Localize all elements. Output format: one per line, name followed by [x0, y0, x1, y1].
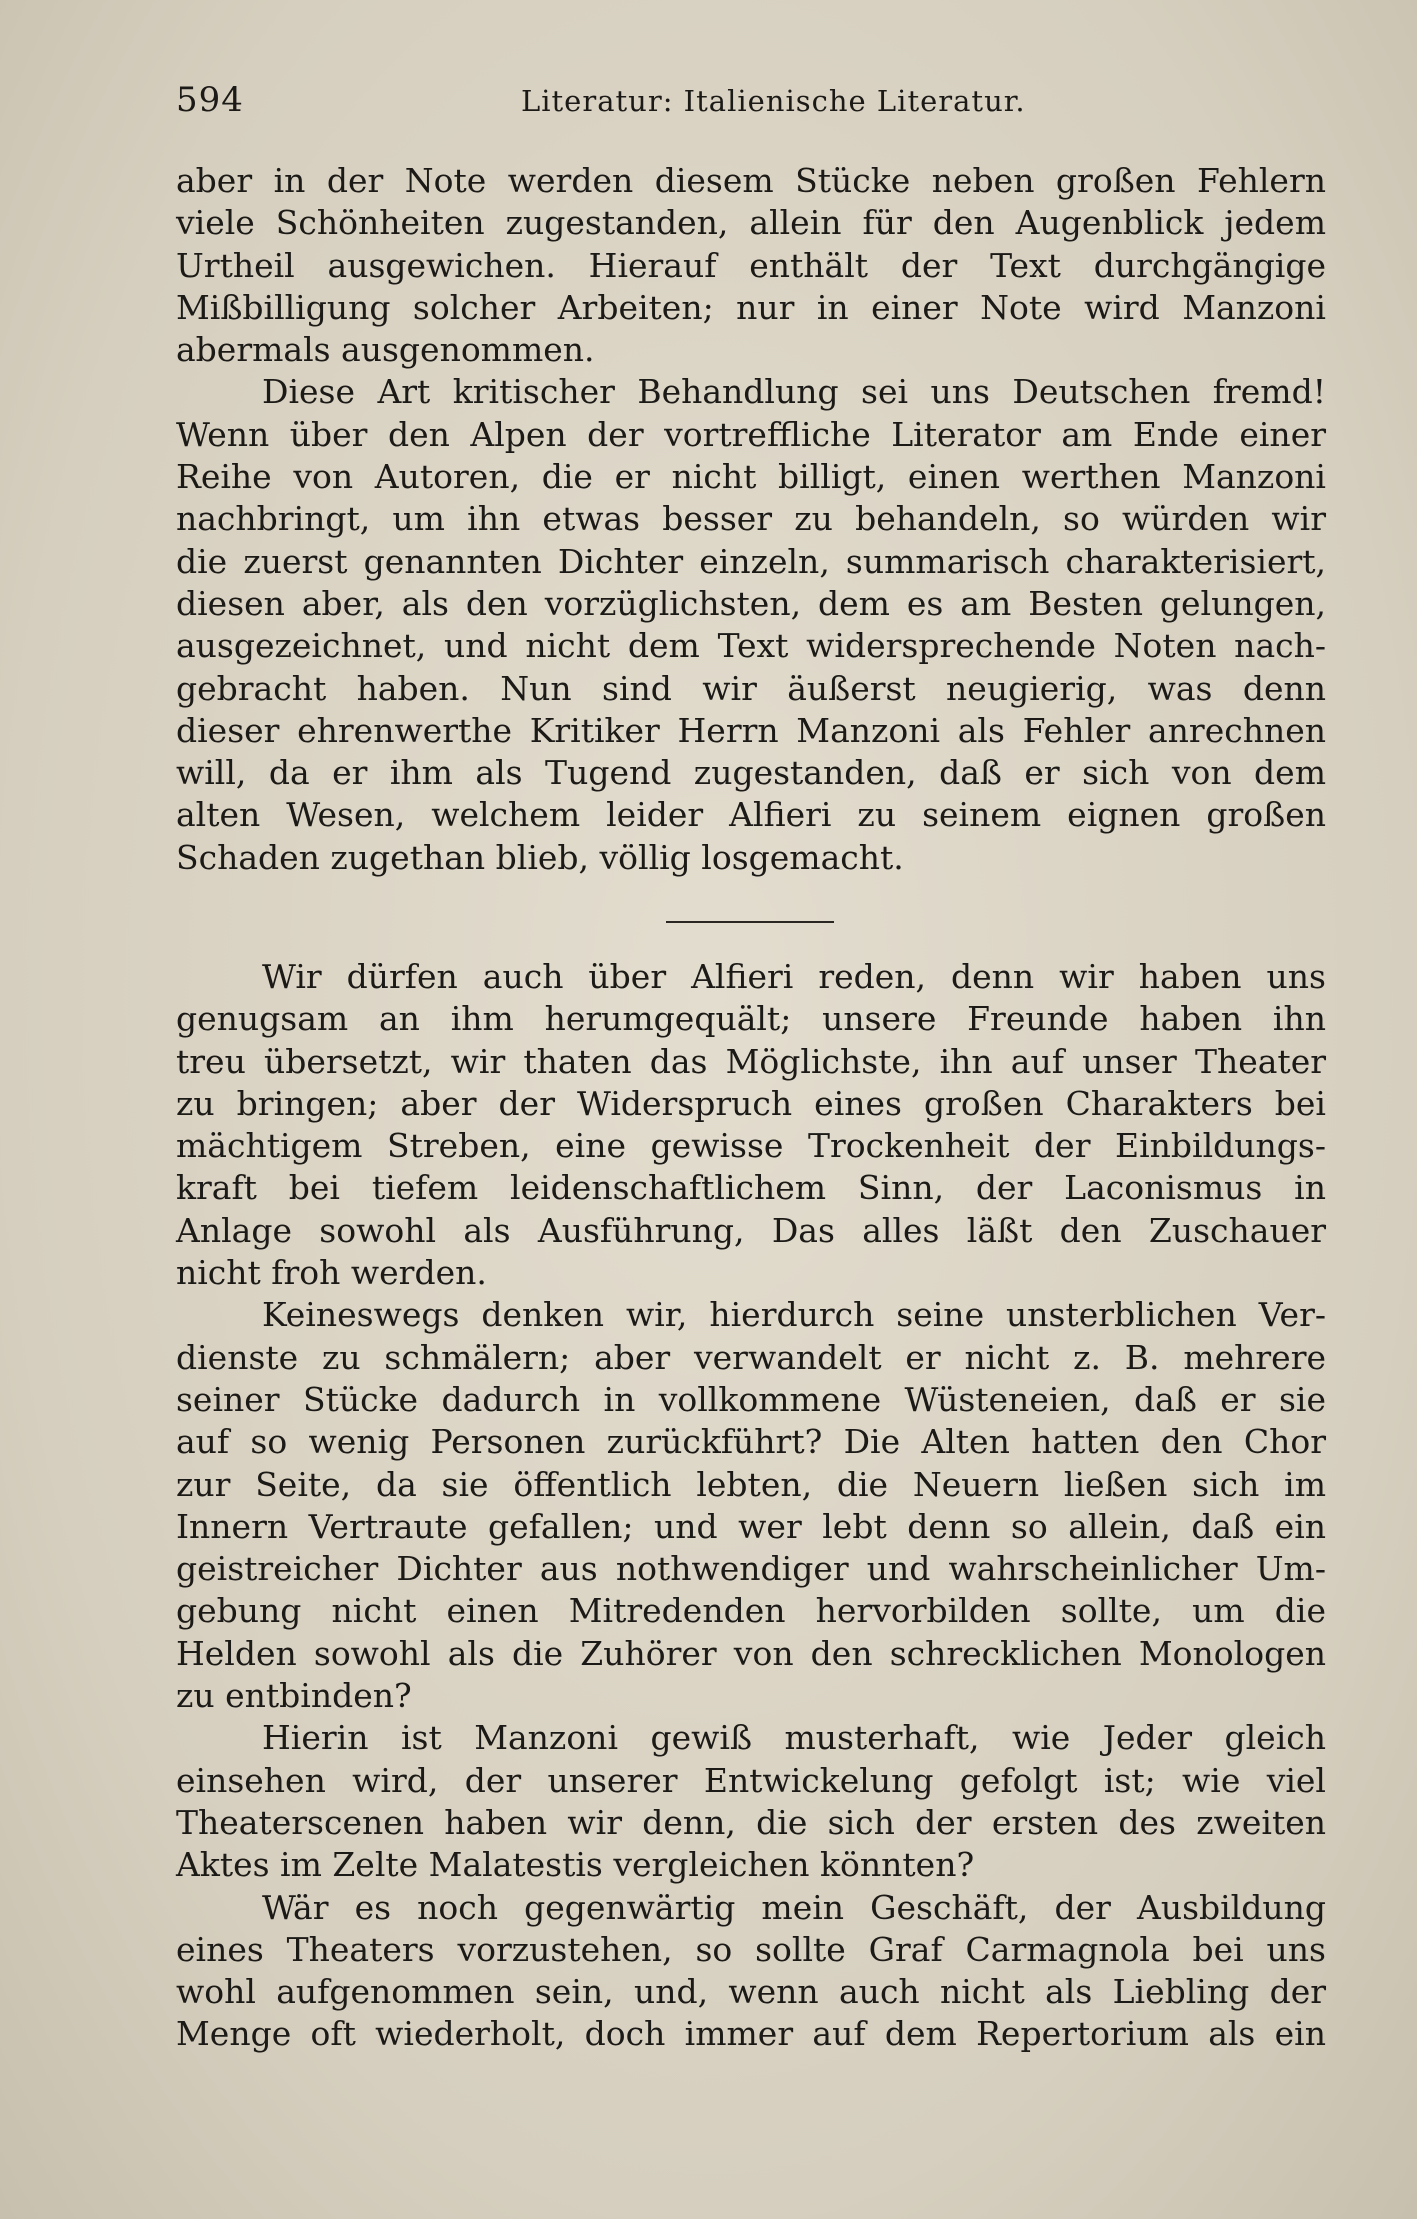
text-line: Aktes im Zelte Malatestis vergleichen könnten?: [176, 1845, 975, 1885]
text-line: wohl aufgenommen sein, und, wenn auch nicht als Liebling der: [176, 1972, 1326, 2012]
text-line: treu übersetzt, wir thaten das Möglichste, ihn auf unser Theater: [176, 1041, 1326, 1081]
text-line: ausgezeichnet, und nicht dem Text widersprechende Noten nach-: [176, 626, 1326, 666]
text-line: Mißbilligung solcher Arbeiten; nur in einer Note wird Manzoni: [176, 287, 1326, 327]
text-line: Diese Art kritischer Behandlung sei uns Deutschen fremd!: [262, 372, 1326, 412]
text-line: Anlage sowohl als Ausführung, Das alles läßt den Zuschauer: [176, 1210, 1326, 1250]
text-line: mächtigem Streben, eine gewisse Trockenheit der Einbildungs-: [176, 1126, 1326, 1166]
text-line: aber in der Note werden diesem Stücke neben großen Fehlern: [176, 161, 1326, 200]
text-line: Innern Vertraute gefallen; und wer lebt denn so allein, daß ein: [176, 1506, 1326, 1546]
text-line: Helden sowohl als die Zuhörer von den schrecklichen Monologen: [176, 1633, 1326, 1673]
text-line: zu bringen; aber der Widerspruch eines großen Charakters bei: [176, 1083, 1326, 1123]
text-line: nachbringt, um ihn etwas besser zu behandeln, so würden wir: [176, 499, 1326, 539]
text-line: will, da er ihm als Tugend zugestanden, daß er sich von dem: [176, 753, 1326, 793]
text-line: viele Schönheiten zugestanden, allein für den Augenblick jedem: [176, 203, 1326, 243]
text-line: zur Seite, da sie öffentlich lebten, die Neuern ließen sich im: [176, 1464, 1326, 1504]
text-line: genugsam an ihm herumgequält; unsere Freunde haben ihn: [176, 999, 1326, 1039]
text-line: Menge oft wiederholt, doch immer auf dem Repertorium als ein: [176, 2014, 1326, 2054]
text-line: Wär es noch gegenwärtig mein Geschäft, der Ausbildung: [262, 1887, 1326, 1927]
text-line: gebracht haben. Nun sind wir äußerst neugierig, was denn: [176, 668, 1326, 708]
text-line: Theaterscenen haben wir denn, die sich der ersten des zweiten: [176, 1802, 1326, 1842]
section-divider: [666, 921, 834, 923]
text-line: Schaden zugethan blieb, völlig losgemacht.: [176, 837, 904, 877]
running-title: Literatur: Italienische Literatur.: [521, 84, 1026, 118]
text-block-upper: [176, 160, 1326, 879]
text-line: seiner Stücke dadurch in vollkommene Wüsteneien, daß er sie: [176, 1379, 1326, 1419]
text-line: eines Theaters vorzustehen, so sollte Graf Carmagnola bei uns: [176, 1929, 1326, 1969]
text-block-lower: [176, 956, 1326, 2056]
text-line: dieser ehrenwerthe Kritiker Herrn Manzoni als Fehler anrechnen: [176, 710, 1326, 750]
text-line: Wenn über den Alpen der vortreffliche Literator am Ende einer: [176, 414, 1326, 454]
text-line: abermals ausgenommen.: [176, 330, 595, 370]
text-line: einsehen wird, der unserer Entwickelung gefolgt ist; wie viel: [176, 1760, 1326, 1800]
text-line: Urtheil ausgewichen. Hierauf enthält der Text durchgängige: [176, 245, 1326, 285]
text-line: diesen aber, als den vorzüglichsten, dem es am Besten gelungen,: [176, 583, 1326, 623]
text-line: gebung nicht einen Mitredenden hervorbilden sollte, um die: [176, 1591, 1326, 1631]
text-line: die zuerst genannten Dichter einzeln, summarisch charakterisiert,: [176, 541, 1326, 581]
text-line: geistreicher Dichter aus nothwendiger und wahrscheinlicher Um-: [176, 1549, 1326, 1589]
text-line: Hierin ist Manzoni gewiß musterhaft, wie Jeder gleich: [262, 1718, 1326, 1758]
text-line: auf so wenig Personen zurückführt? Die Alten hatten den Chor: [176, 1422, 1326, 1462]
text-line: dienste zu schmälern; aber verwandelt er nicht z. B. mehrere: [176, 1337, 1326, 1377]
text-line: alten Wesen, welchem leider Alfieri zu seinem eignen großen: [176, 795, 1326, 835]
page-number: 594: [176, 80, 244, 120]
text-line: zu entbinden?: [176, 1676, 412, 1716]
page-header: [176, 80, 1326, 130]
text-line: Wir dürfen auch über Alfieri reden, denn wir haben uns: [262, 957, 1326, 996]
text-line: Keineswegs denken wir, hierdurch seine unsterblichen Ver-: [262, 1295, 1326, 1335]
text-line: kraft bei tiefem leidenschaftlichem Sinn, der Laconismus in: [176, 1168, 1326, 1208]
text-line: Reihe von Autoren, die er nicht billigt, einen werthen Manzoni: [176, 457, 1326, 497]
text-line: nicht froh werden.: [176, 1253, 487, 1293]
